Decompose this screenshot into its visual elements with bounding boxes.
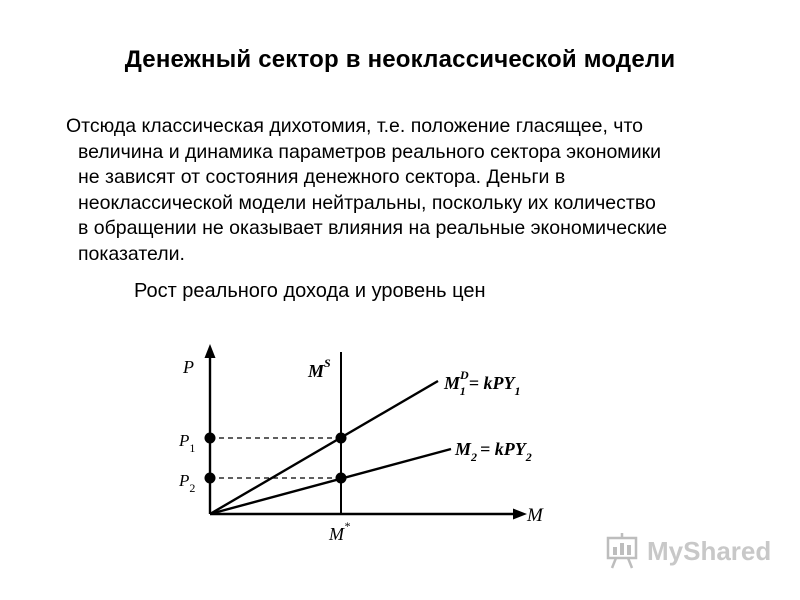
x-axis-arrow bbox=[513, 509, 527, 520]
demand-line-1 bbox=[210, 381, 438, 514]
paragraph-line: Отсюда классическая дихотомия, т.е. положение гласящее, что bbox=[66, 115, 644, 137]
paragraph-line: не зависят от состояния денежного сектора. Деньги в bbox=[78, 166, 566, 189]
equilibrium-point-1 bbox=[336, 433, 347, 444]
paragraph-line: показатели. bbox=[78, 242, 185, 265]
demand-line-2 bbox=[210, 449, 451, 514]
y-axis-label: P bbox=[183, 357, 194, 377]
m-star-label: M* bbox=[329, 519, 350, 544]
diagram-subtitle: Рост реального дохода и уровень цен bbox=[134, 280, 486, 302]
paragraph-line: величина и динамика параметров реального сектора экономики bbox=[78, 140, 662, 163]
equilibrium-point-2 bbox=[336, 473, 347, 484]
p1-label: $P_1$ bbox=[179, 431, 196, 455]
x-axis-label: M bbox=[527, 505, 543, 526]
slide-title: Денежный сектор в неоклассической модели bbox=[124, 46, 676, 73]
money-supply-label: $M^S$ bbox=[308, 356, 331, 381]
presentation-board-icon bbox=[605, 532, 641, 570]
watermark bbox=[605, 532, 771, 570]
y-axis-arrow bbox=[205, 344, 216, 358]
demand-2-label: $M_2 = kPY_2$ bbox=[455, 439, 532, 464]
paragraph-line: неоклассической модели нейтральны, поскольку их количество bbox=[78, 191, 656, 214]
p1-axis-point bbox=[205, 433, 216, 444]
watermark-text: MyShared bbox=[647, 535, 772, 566]
demand-1-label: $M^D$ 1 = kPY$_1$ bbox=[444, 368, 521, 398]
paragraph-line: в обращении не оказывает влияния на реальные экономические bbox=[78, 217, 668, 240]
p2-axis-point bbox=[205, 473, 216, 484]
p2-label: $P_2$ bbox=[179, 471, 196, 495]
